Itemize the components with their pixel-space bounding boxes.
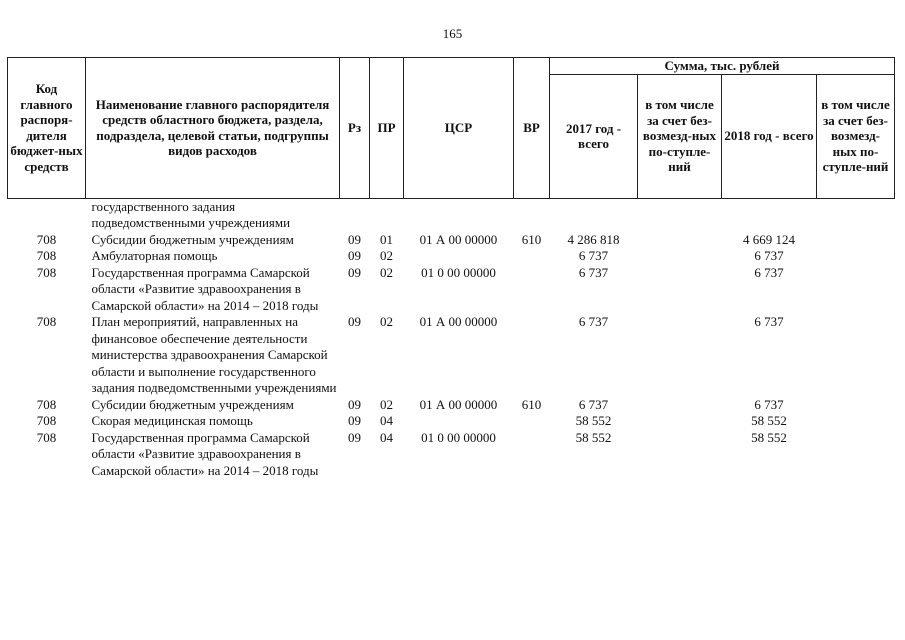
header-code: Код главного распоря-дителя бюджет-ных средств: [8, 58, 86, 199]
table-row: [8, 198, 895, 232]
header-2017-free: в том числе за счет без-возмезд-ных по-ступле-ний: [638, 74, 722, 198]
row-2018-free: [817, 397, 895, 414]
header-pr: ПР: [370, 58, 404, 199]
table-row: [8, 232, 895, 249]
page-number: 165: [442, 26, 463, 41]
row-code: [8, 198, 86, 232]
row-2017-free: [638, 232, 722, 249]
row-2017-total: 58 552: [575, 429, 612, 445]
row-2017-free: [638, 430, 722, 480]
row-vr: [514, 265, 550, 315]
table-row: [8, 248, 895, 265]
row-2017-total: 58 552: [575, 413, 612, 428]
table-body: [8, 198, 895, 479]
table-row: [8, 430, 895, 480]
table-row: [8, 314, 895, 397]
row-2017-total: [550, 198, 638, 232]
row-2018-total: 6 737: [754, 248, 784, 263]
row-pr: 01: [380, 231, 393, 247]
row-pr: 02: [380, 264, 393, 280]
row-2017-free: [638, 397, 722, 414]
row-name: Государственная программа Самарской области «Развитие здравоохранения в Самарской области» на 2014 – 2018 годы: [91, 429, 319, 478]
row-csr: 01 0 00 00000: [421, 429, 496, 445]
row-csr: 01 А 00 00000: [419, 396, 498, 412]
budget-table: [7, 57, 895, 479]
row-rz: [340, 198, 370, 232]
row-2017-free: [638, 198, 722, 232]
row-rz: 09: [348, 314, 361, 329]
row-2018-free: [817, 430, 895, 480]
row-csr: [404, 413, 514, 430]
row-code: 708: [36, 231, 57, 247]
row-rz: 09: [348, 396, 361, 412]
row-csr: 01 А 00 00000: [419, 314, 498, 329]
row-vr: [514, 314, 550, 397]
row-2017-total: 4 286 818: [567, 231, 620, 247]
row-pr: 02: [380, 314, 393, 329]
row-rz: 09: [348, 413, 361, 428]
row-pr: [370, 198, 404, 232]
row-2018-total: [722, 198, 817, 232]
row-2018-free: [817, 314, 895, 397]
table-row: [8, 397, 895, 414]
row-rz: 09: [348, 248, 361, 263]
row-csr: [404, 248, 514, 265]
row-2017-free: [638, 314, 722, 397]
row-2017-total: 6 737: [578, 248, 609, 263]
row-rz: 09: [348, 429, 361, 445]
row-2018-free: [817, 248, 895, 265]
row-code: 708: [36, 264, 57, 280]
row-code: 708: [36, 314, 57, 329]
row-name: Амбулаторная помощь: [91, 248, 218, 263]
row-2018-free: [817, 198, 895, 232]
header-2018-total: 2018 год - всего: [722, 74, 817, 198]
header-sum: Сумма, тыс. рублей: [550, 58, 895, 75]
row-code: 708: [36, 413, 57, 428]
row-name: Субсидии бюджетным учреждениям: [91, 231, 294, 247]
header-2017-total: 2017 год - всего: [550, 74, 638, 198]
row-2017-free: [638, 265, 722, 315]
row-name: Скорая медицинская помощь: [91, 413, 253, 428]
row-2017-free: [638, 413, 722, 430]
header-csr: ЦСР: [404, 58, 514, 199]
row-name: Государственная программа Самарской области «Развитие здравоохранения в Самарской области» на 2014 – 2018 годы: [91, 264, 319, 313]
row-csr: [404, 198, 514, 232]
row-pr: 02: [380, 396, 393, 412]
row-2018-total: 58 552: [751, 413, 787, 428]
row-vr: 610: [521, 396, 542, 412]
row-vr: [514, 248, 550, 265]
row-2018-total: 6 737: [754, 264, 784, 280]
row-2018-free: [817, 265, 895, 315]
row-2017-total: 6 737: [578, 264, 609, 280]
row-pr: 04: [380, 413, 393, 428]
row-name: государственного задания подведомственными учреждениями: [91, 198, 291, 230]
row-vr: [514, 413, 550, 430]
row-code: 708: [36, 396, 57, 412]
row-vr: [514, 430, 550, 480]
row-rz: 09: [348, 231, 361, 247]
table-row: [8, 265, 895, 315]
row-csr: 01 0 00 00000: [421, 264, 496, 280]
row-2017-total: 6 737: [578, 396, 609, 412]
table-header: [8, 58, 895, 199]
row-code: 708: [36, 429, 57, 445]
row-vr: 610: [521, 231, 542, 247]
row-pr: 04: [380, 429, 393, 445]
row-pr: 02: [380, 248, 393, 263]
row-csr: 01 А 00 00000: [419, 231, 498, 247]
header-2018-free: в том числе за счет без-возмезд-ных по-ступле-ний: [817, 74, 895, 198]
row-2018-free: [817, 413, 895, 430]
row-2018-free: [817, 232, 895, 249]
row-name: План мероприятий, направленных на финансовое обеспечение деятельности министерства здравоохранения Самарской области и выполнение государственного задания подведомственными учреждениями: [91, 314, 337, 395]
row-rz: 09: [348, 264, 361, 280]
row-2017-free: [638, 248, 722, 265]
row-code: 708: [36, 248, 57, 263]
header-vr: ВР: [514, 58, 550, 199]
row-2018-total: 6 737: [754, 396, 784, 412]
row-vr: [514, 198, 550, 232]
row-2017-total: 6 737: [578, 314, 609, 329]
row-2018-total: 6 737: [754, 314, 784, 329]
table-row: [8, 413, 895, 430]
row-2018-total: 58 552: [751, 429, 787, 445]
header-name: Наименование главного распорядителя средств областного бюджета, раздела, подраздела, целевой статьи, подгруппы видов расходов: [86, 58, 340, 199]
row-2018-total: 4 669 124: [743, 231, 795, 247]
header-rz: Рз: [340, 58, 370, 199]
row-name: Субсидии бюджетным учреждениям: [91, 396, 294, 412]
